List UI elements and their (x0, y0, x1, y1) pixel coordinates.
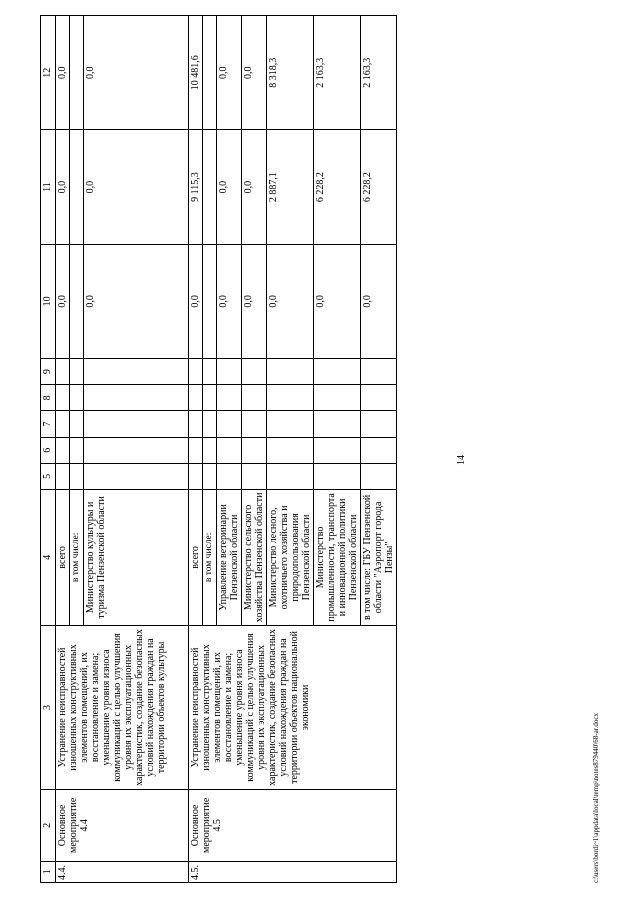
value-cell: 0,0 (189, 244, 203, 358)
value-cell: 0,0 (314, 244, 361, 358)
column-number-row (41, 16, 56, 883)
value-cell: 0,0 (84, 130, 189, 244)
row-number: 4.5. (189, 861, 397, 882)
budget-table (40, 15, 397, 883)
col-number: 10 (41, 244, 56, 358)
value-cell: 0,0 (217, 244, 242, 358)
value-cell: 9 115,3 (189, 130, 203, 244)
col-number: 1 (41, 861, 56, 882)
value-cell: 0,0 (242, 244, 267, 358)
value-cell: 6 228,2 (314, 130, 361, 244)
value-cell: 0,0 (56, 130, 70, 244)
event-name: Основное мероприятие 4.5 (189, 790, 397, 861)
col-number: 6 (41, 437, 56, 463)
value-cell: 0,0 (84, 244, 189, 358)
value-cell: 0,0 (267, 244, 314, 358)
event-name: Основное мероприятие 4.4 (56, 790, 189, 861)
value-cell: 0,0 (217, 16, 242, 130)
executor-cell: Министерство сельского хозяйства Пензенской области (242, 490, 267, 626)
event-description: Устранение неисправностей изношенных конструктивных элементов помещений, их восстановление и замена; уменьшение уровня износа коммуникаций с целью улучшения уровня их эксплуатационных характеристик, создание безопасных условий нахождения граждан на территории объектов культуры (56, 625, 189, 789)
value-cell: 0,0 (361, 244, 397, 358)
col-number: 9 (41, 359, 56, 385)
value-cell: 2 887,1 (267, 130, 314, 244)
footer-file-path: c:\users\bordi~1\appdata\local\temp\notes879440\68-ar.docx (592, 713, 600, 883)
value-cell: 10 481,6 (189, 16, 203, 130)
value-cell: 0,0 (242, 16, 267, 130)
value-cell (70, 244, 84, 358)
value-cell (203, 130, 217, 244)
value-cell: 0,0 (242, 130, 267, 244)
page-number: 14 (456, 455, 467, 465)
col-number: 12 (41, 16, 56, 130)
col-number: 3 (41, 625, 56, 789)
value-cell: 2 163,3 (361, 16, 397, 130)
table-row (56, 16, 70, 883)
executor-cell: всего (56, 490, 70, 626)
value-cell: 0,0 (84, 16, 189, 130)
event-description: Устранение неисправностей изношенных конструктивных элементов помещений, их восстановление и замена; уменьшение уровня износа коммуникаций с целью улучшения уровня их эксплуатационных характеристик, создание безопасных условий нахождения граждан на территории объектов национальной экономики (189, 625, 397, 789)
col-number: 4 (41, 490, 56, 626)
col-number: 7 (41, 411, 56, 437)
value-cell: 2 163,3 (314, 16, 361, 130)
value-cell: 0,0 (56, 244, 70, 358)
value-cell: 6 228,2 (361, 130, 397, 244)
value-cell: 0,0 (56, 16, 70, 130)
executor-cell: Министерство промышленности, транспорта и инновационной политики Пензенской области (314, 490, 361, 626)
executor-cell: в том числе: (203, 490, 217, 626)
col-number: 8 (41, 385, 56, 411)
executor-cell: всего (189, 490, 203, 626)
col-number: 2 (41, 790, 56, 861)
value-cell (203, 244, 217, 358)
value-cell (70, 130, 84, 244)
value-cell: 0,0 (217, 130, 242, 244)
table-row (189, 16, 203, 883)
executor-cell: Министерство культуры и туризма Пензенской области (84, 490, 189, 626)
col-number: 11 (41, 130, 56, 244)
executor-cell: в том числе: ГБУ Пензенской области "Аэропорт города Пензы" (361, 490, 397, 626)
row-number: 4.4. (56, 861, 189, 882)
value-cell (70, 16, 84, 130)
value-cell (203, 16, 217, 130)
executor-cell: Министерство лесного, охотничьего хозяйства и природопользования Пензенской области (267, 490, 314, 626)
col-number: 5 (41, 463, 56, 489)
executor-cell: Управление ветеринарии Пензенской области (217, 490, 242, 626)
executor-cell: в том числе: (70, 490, 84, 626)
value-cell: 8 318,3 (267, 16, 314, 130)
